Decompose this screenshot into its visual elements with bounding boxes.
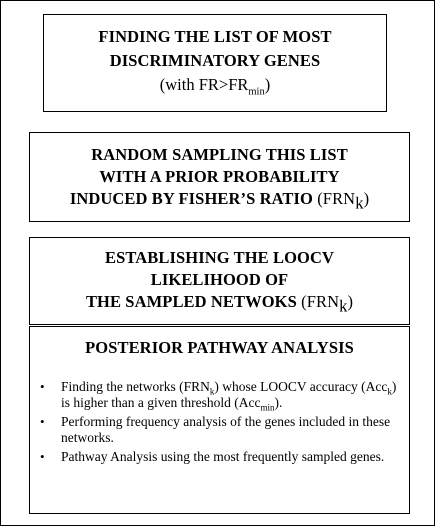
step2-line3: INDUCED BY FISHER’S RATIO $(FRN_k)$ bbox=[69, 189, 370, 213]
step3-line2: LIKELIHOOD OF bbox=[150, 270, 289, 289]
step-box-posterior-analysis bbox=[29, 326, 410, 514]
bullet-item-find-networks: • Finding the networks $(FRN_k)$ whose LOOCV accuracy (Acc$_k$) is higher than a given threshold (Acc$_{min}$). bbox=[40, 379, 397, 413]
bullet-icon: • bbox=[40, 414, 45, 429]
bullet-item-frequency-analysis: • Performing frequency analysis of the genes included in these networks. bbox=[40, 414, 391, 445]
step3-line1: ESTABLISHING THE LOOCV bbox=[105, 248, 334, 267]
step1-line2: DISCRIMINATORY GENES bbox=[109, 51, 321, 70]
step-box-find-genes bbox=[43, 14, 387, 112]
analysis-bullet-list bbox=[40, 379, 399, 468]
step-box-loocv-likelihood bbox=[29, 237, 410, 325]
step1-line3: (with $FR>FR_{min}$) bbox=[159, 75, 271, 98]
bullet-icon: • bbox=[40, 449, 45, 464]
step2-line1: RANDOM SAMPLING THIS LIST bbox=[91, 145, 348, 164]
step4-title: POSTERIOR PATHWAY ANALYSIS bbox=[85, 338, 354, 357]
bullet-item-pathway-analysis: • Pathway Analysis using the most frequently sampled genes. bbox=[40, 449, 385, 464]
step2-line2: WITH A PRIOR PROBABILITY bbox=[99, 167, 340, 186]
bullet-icon: • bbox=[40, 379, 45, 394]
step3-line3: THE SAMPLED NETWOKS $(FRN_k)$ bbox=[85, 292, 354, 316]
step1-line1: FINDING THE LIST OF MOST bbox=[98, 27, 332, 46]
step-box-random-sampling bbox=[29, 132, 410, 222]
